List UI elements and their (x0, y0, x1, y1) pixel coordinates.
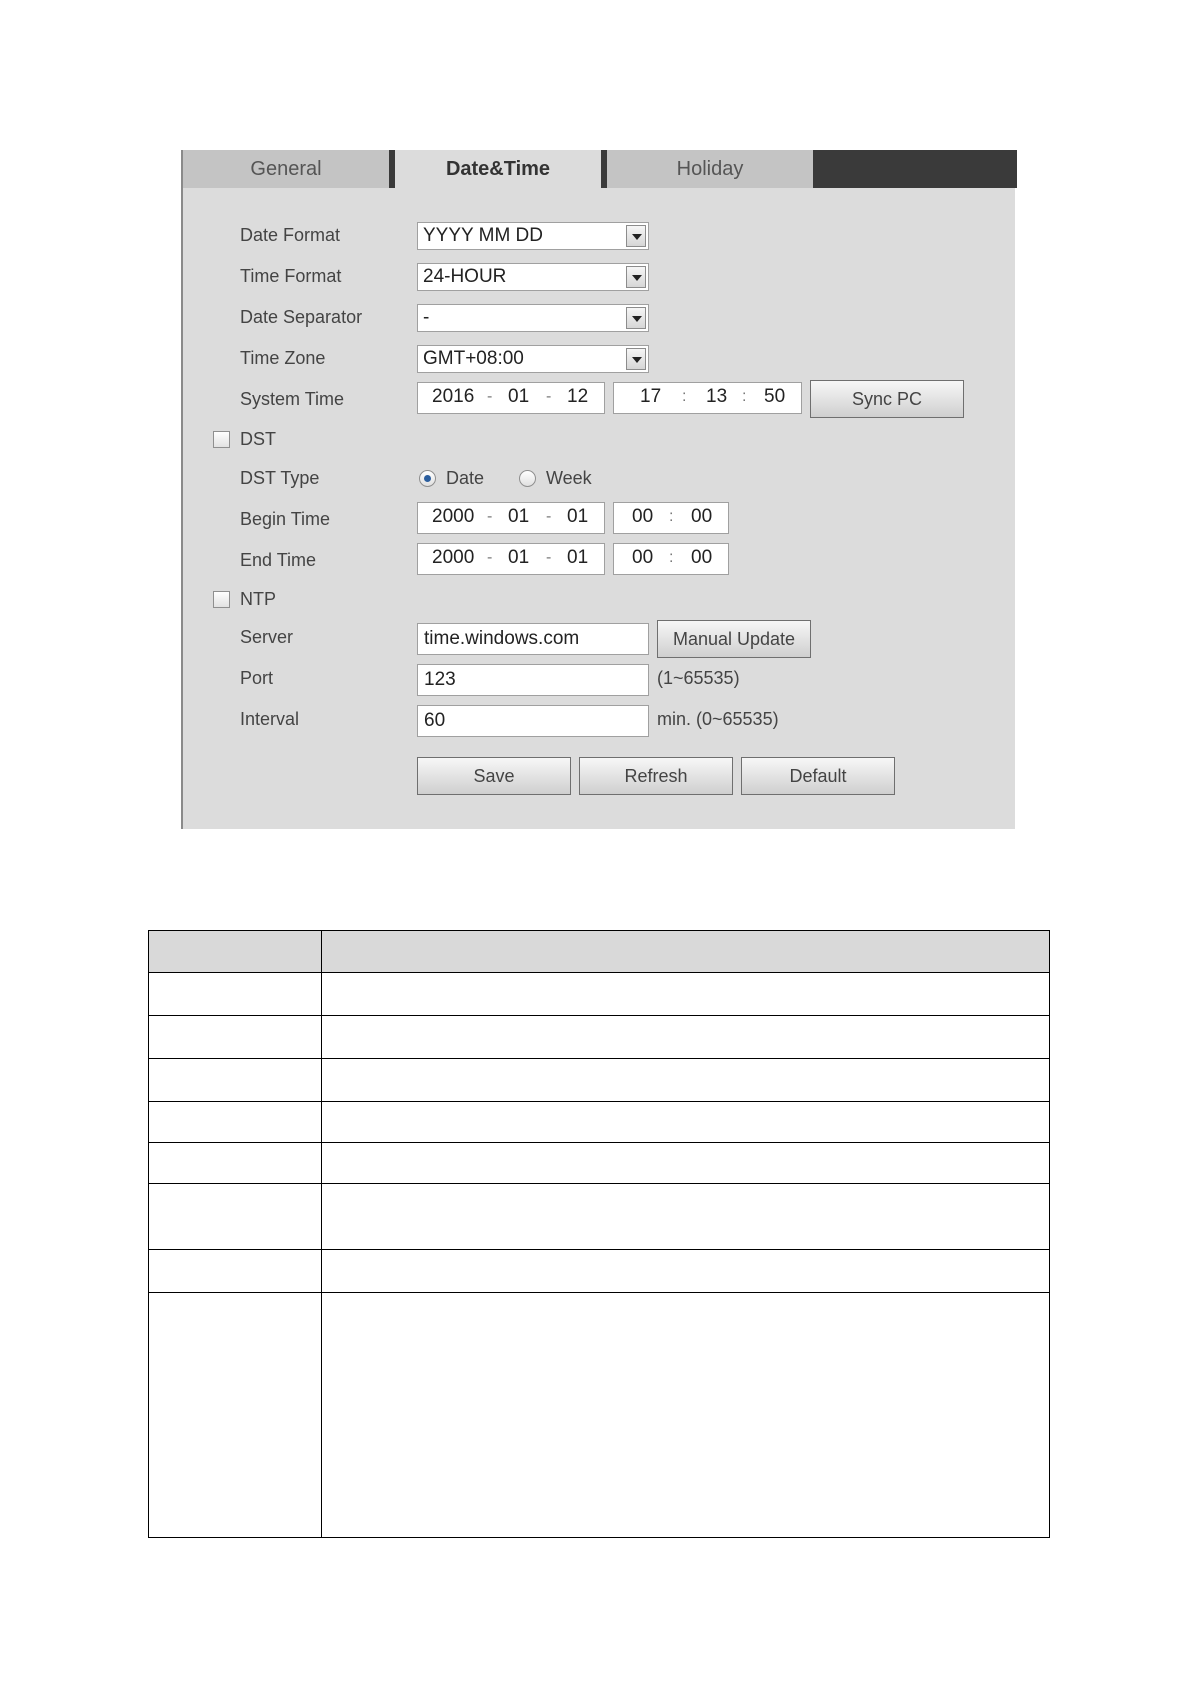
manual-update-button[interactable]: Manual Update (657, 620, 811, 658)
time-separator: : (669, 549, 674, 566)
dst-checkbox[interactable] (213, 431, 230, 448)
table-cell (322, 973, 1050, 1016)
date-separator: - (546, 508, 552, 525)
server-input[interactable]: time.windows.com (417, 623, 649, 655)
interval-range-hint: min. (0~65535) (657, 709, 779, 729)
time-separator: : (742, 388, 747, 405)
table-cell (322, 1143, 1050, 1184)
table-cell (149, 1143, 322, 1184)
system-time-field[interactable] (613, 382, 802, 414)
server-label: Server (240, 627, 294, 647)
hour-value[interactable]: 00 (632, 547, 654, 568)
time-zone-select[interactable] (417, 345, 649, 373)
table-cell (149, 1016, 322, 1059)
table-cell (149, 1250, 322, 1293)
date-separator-value: - (423, 307, 430, 328)
begin-time-label: Begin Time (240, 509, 331, 529)
date-format-label: Date Format (240, 225, 341, 245)
chevron-down-icon[interactable] (626, 348, 646, 370)
table-cell (322, 1059, 1050, 1102)
default-button[interactable]: Default (741, 757, 895, 795)
interval-input[interactable]: 60 (417, 705, 649, 737)
tab-general[interactable]: General (183, 150, 389, 188)
month-value[interactable]: 01 (508, 506, 530, 527)
refresh-button[interactable]: Refresh (579, 757, 733, 795)
table-header-cell (322, 931, 1050, 973)
time-format-value: 24-HOUR (423, 266, 507, 287)
time-zone-label: Time Zone (240, 348, 326, 368)
table-row (149, 1143, 1050, 1184)
port-range-hint: (1~65535) (657, 668, 740, 688)
tab-date-time[interactable]: Date&Time (395, 150, 601, 188)
table-cell (149, 1102, 322, 1143)
month-value[interactable]: 01 (508, 386, 530, 407)
date-separator: - (487, 549, 493, 566)
interval-label: Interval (240, 709, 300, 729)
second-value[interactable]: 50 (764, 386, 786, 407)
minute-value[interactable]: 00 (691, 506, 713, 527)
chevron-down-icon[interactable] (626, 225, 646, 247)
dst-label: DST (240, 429, 276, 449)
save-button[interactable]: Save (417, 757, 571, 795)
table-row (149, 1059, 1050, 1102)
day-value[interactable]: 01 (567, 547, 589, 568)
chevron-down-icon[interactable] (626, 307, 646, 329)
chevron-down-icon[interactable] (626, 266, 646, 288)
table-row (149, 1184, 1050, 1250)
tab-bar (183, 150, 1017, 188)
date-separator-label: Date Separator (240, 307, 363, 327)
table-cell (149, 1293, 322, 1538)
system-date-field[interactable] (417, 382, 605, 414)
end-time-field[interactable] (613, 543, 729, 575)
table-cell (322, 1293, 1050, 1538)
hour-value[interactable]: 17 (640, 386, 662, 407)
begin-time-field[interactable] (613, 502, 729, 534)
table-row (149, 1016, 1050, 1059)
tab-holiday[interactable]: Holiday (607, 150, 813, 188)
month-value[interactable]: 01 (508, 547, 530, 568)
date-time-settings-panel (181, 150, 1015, 829)
begin-date-field[interactable] (417, 502, 605, 534)
dst-type-week-label: Week (546, 468, 592, 488)
time-format-label: Time Format (240, 266, 342, 286)
table-header-row (149, 931, 1050, 973)
ntp-checkbox[interactable] (213, 591, 230, 608)
year-value[interactable]: 2016 (432, 386, 475, 407)
table-row (149, 973, 1050, 1016)
hour-value[interactable]: 00 (632, 506, 654, 527)
table-row (149, 1102, 1050, 1143)
dst-type-label: DST Type (240, 468, 320, 488)
sync-pc-button[interactable]: Sync PC (810, 380, 964, 418)
dst-type-date-radio[interactable] (419, 470, 436, 487)
table-header-cell (149, 931, 322, 973)
minute-value[interactable]: 13 (706, 386, 728, 407)
date-separator: - (546, 549, 552, 566)
table-row (149, 1250, 1050, 1293)
table-cell (149, 1059, 322, 1102)
table-cell (322, 1016, 1050, 1059)
date-separator: - (487, 508, 493, 525)
ntp-label: NTP (240, 589, 276, 609)
table-cell (149, 973, 322, 1016)
system-time-label: System Time (240, 389, 345, 409)
date-format-select[interactable] (417, 222, 649, 250)
dst-type-date-label: Date (446, 468, 485, 488)
date-separator: - (546, 388, 552, 405)
time-format-select[interactable] (417, 263, 649, 291)
table-cell (322, 1250, 1050, 1293)
port-input[interactable]: 123 (417, 664, 649, 696)
table-cell (149, 1184, 322, 1250)
table-cell (322, 1102, 1050, 1143)
parameter-description-table (148, 930, 1050, 1538)
day-value[interactable]: 12 (567, 386, 589, 407)
minute-value[interactable]: 00 (691, 547, 713, 568)
date-separator: - (487, 388, 493, 405)
table-cell (322, 1184, 1050, 1250)
time-zone-value: GMT+08:00 (423, 348, 524, 369)
year-value[interactable]: 2000 (432, 506, 475, 527)
year-value[interactable]: 2000 (432, 547, 475, 568)
time-separator: : (682, 388, 687, 405)
date-separator-select[interactable] (417, 304, 649, 332)
dst-type-week-radio[interactable] (519, 470, 536, 487)
port-label: Port (240, 668, 274, 688)
day-value[interactable]: 01 (567, 506, 589, 527)
end-date-field[interactable] (417, 543, 605, 575)
date-format-value: YYYY MM DD (423, 225, 544, 246)
time-separator: : (669, 508, 674, 525)
table-row (149, 1293, 1050, 1538)
end-time-label: End Time (240, 550, 317, 570)
